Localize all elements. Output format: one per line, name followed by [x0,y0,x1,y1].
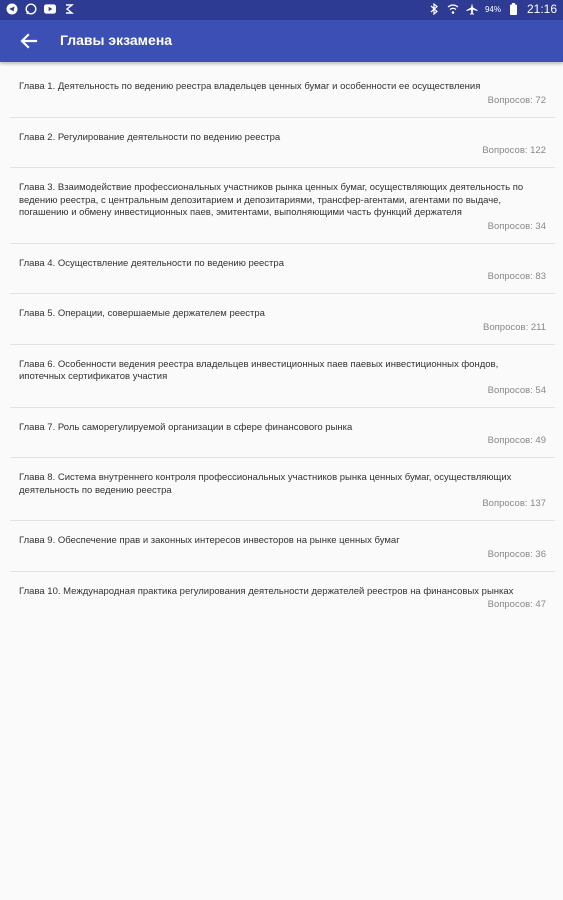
chapter-item-7[interactable] [10,408,555,459]
notification-icons [6,3,75,15]
chapter-item-1[interactable] [10,67,555,118]
chapter-item-10[interactable] [10,572,555,622]
question-count: Вопросов: 36 [487,548,546,560]
page-title: Главы экзамена [60,32,173,48]
chapter-title: Глава 4. Осуществление деятельности по ведению реестра [19,257,284,269]
chapter-item-5[interactable] [10,294,555,345]
chapter-item-8[interactable] [10,458,555,521]
wifi-icon [447,3,459,15]
airplane-icon [466,3,478,15]
question-count: Вопросов: 83 [487,271,546,282]
question-count: Вопросов: 47 [487,599,546,610]
chapter-item-4[interactable] [10,244,555,295]
chapter-title: Глава 5. Операции, совершаемые держателем реестра [19,308,265,319]
question-count: Вопросов: 122 [482,145,546,156]
battery-percent: 94% [484,4,501,14]
status-bar [0,0,563,20]
chapter-title: Глава 8. Система внутреннего контроля профессиональных участников рынка ценных бумаг, осуществляющих деятельность по ведению реестра [19,472,512,496]
chapter-item-9[interactable] [10,521,555,572]
chapter-title: Глава 6. Особенности ведения реестра владельцев инвестиционных паев паевых инвестиционных фондов, ипотечных сертификатов участия [19,358,499,382]
question-count: Вопросов: 211 [483,321,546,333]
chapter-title: Глава 3. Взаимодействие профессиональных участников рынка ценных бумаг, осуществляющих деятельность по ведению реестра, с центральным депозитарием и депозитариями, трансфер-агентами, агентами по выдаче, погашению и обмену инвестиционных паев, эмитентами, выполняющими часть функций держателя [19,182,524,218]
question-count: Вопросов: 54 [487,384,546,396]
question-count: Вопросов: 49 [487,435,546,446]
chapter-item-3[interactable] [10,168,555,244]
app-notification-icon [63,3,75,15]
chapter-title: Глава 2. Регулирование деятельности по ведению реестра [19,131,281,143]
chapter-title: Глава 10. Международная практика регулирования деятельности держателей реестров на финансовых рынках [19,585,514,597]
question-count: Вопросов: 137 [482,498,546,509]
whatsapp-icon [25,3,37,15]
chapter-title: Глава 1. Деятельность по ведению реестра владельцев ценных бумаг и особенности ее осуществления [19,81,481,92]
question-count: Вопросов: 34 [487,220,546,232]
app-bar [0,20,563,62]
chapter-list [10,67,555,621]
chapter-title: Глава 7. Роль саморегулируемой организации в сфере финансового рынка [19,421,353,433]
system-status [428,2,557,16]
clock: 21:16 [526,2,557,16]
chapter-item-2[interactable] [10,118,555,169]
back-arrow-icon[interactable] [18,30,40,52]
telegram-icon [6,3,18,15]
battery-icon [508,3,520,15]
chapter-title: Глава 9. Обеспечение прав и законных интересов инвесторов на рынке ценных бумаг [19,535,400,546]
youtube-icon [44,3,56,15]
chapter-item-6[interactable] [10,345,555,408]
question-count: Вопросов: 72 [487,94,546,106]
bluetooth-icon [428,3,440,15]
